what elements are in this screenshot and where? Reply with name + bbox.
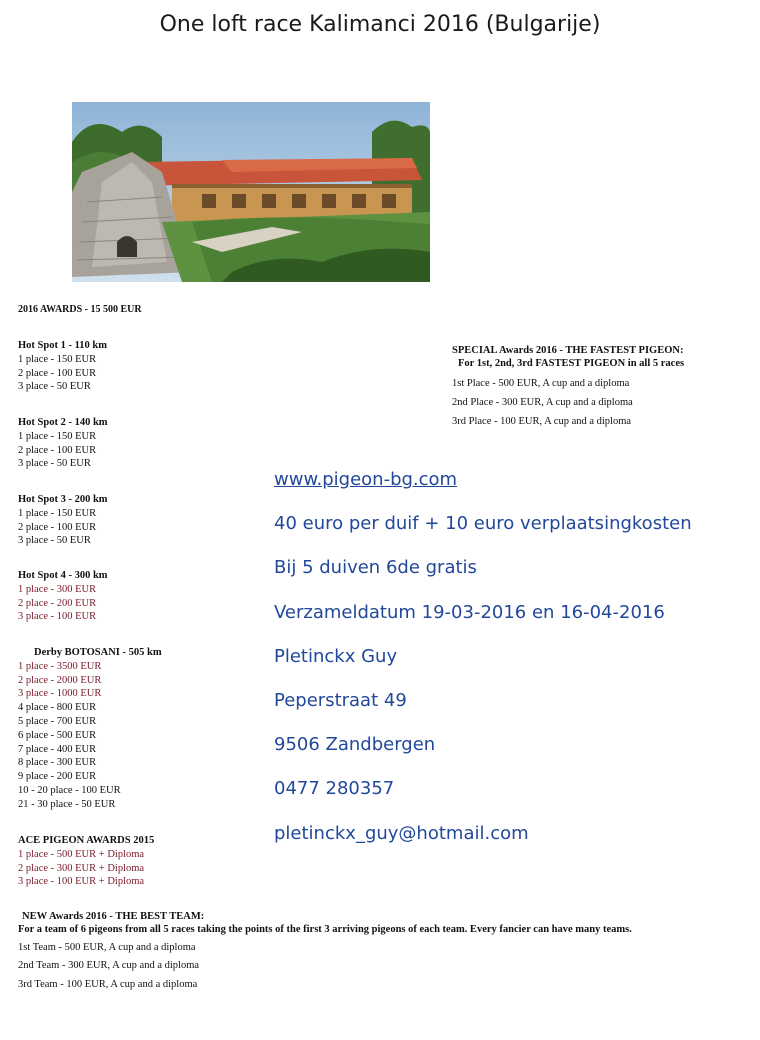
derby-line: 4 place - 800 EUR [18,702,97,714]
special-subheading: For 1st, 2nd, 3rd FASTEST PIGEON in all 5 races [458,358,685,369]
contact-email: pletinckx_guy@hotmail.com [274,822,529,844]
team-heading: NEW Awards 2016 - THE BEST TEAM: [22,911,205,922]
derby-line: 8 place - 300 EUR [18,757,97,769]
price-text: 40 euro per duif + 10 euro verplaatsingkosten [274,513,692,535]
contact-name: Pletinckx Guy [274,645,398,667]
derby-line: 9 place - 200 EUR [18,771,97,783]
derby-heading: Derby BOTOSANI - 505 km [34,647,162,658]
hot-spot-4-heading: Hot Spot 4 - 300 km [18,570,108,581]
special-heading: SPECIAL Awards 2016 - THE FASTEST PIGEON: [452,345,684,356]
hot-spot-4-block [18,569,108,624]
offer-text: Bij 5 duiven 6de gratis [274,557,477,579]
hot-spot-2-line: 3 place - 50 EUR [18,458,91,470]
team-line: 2nd Team - 300 EUR, A cup and a diploma [18,960,200,971]
special-line: 2nd Place - 300 EUR, A cup and a diploma [452,397,633,408]
team-line: 3rd Team - 100 EUR, A cup and a diploma [18,978,198,990]
hot-spot-1-line: 3 place - 50 EUR [18,381,91,393]
derby-line: 5 place - 700 EUR [18,715,97,727]
derby-line: 7 place - 400 EUR [18,743,97,755]
hot-spot-4-line: 1 place - 300 EUR [18,583,97,595]
best-team-block [18,910,718,994]
derby-line: 1 place - 3500 EUR [18,660,102,672]
derby-line: 21 - 30 place - 50 EUR [18,798,116,810]
special-line: 1st Place - 500 EUR, A cup and a diploma [452,378,630,389]
derby-block [18,646,162,812]
hot-spot-4-line: 2 place - 200 EUR [18,597,97,609]
contact-city: 9506 Zandbergen [274,734,436,756]
hot-spot-3-line: 2 place - 100 EUR [18,521,97,533]
hot-spot-1-line: 2 place - 100 EUR [18,367,97,379]
hot-spot-3-line: 1 place - 150 EUR [18,507,97,519]
ace-line: 3 place - 100 EUR + Diploma [18,876,145,888]
hot-spot-1-heading: Hot Spot 1 - 110 km [18,340,107,351]
contact-street: Peperstraat 49 [274,689,407,711]
ace-block [18,834,154,889]
website-link[interactable]: www.pigeon-bg.com [274,469,458,490]
contact-block [274,466,692,864]
hot-spot-2-heading: Hot Spot 2 - 140 km [18,417,108,428]
contact-phone: 0477 280357 [274,778,395,800]
page-title: One loft race Kalimanci 2016 (Bulgarije) [159,12,601,37]
derby-line: 10 - 20 place - 100 EUR [18,784,121,796]
hot-spot-2-line: 2 place - 100 EUR [18,444,97,456]
derby-line: 3 place - 1000 EUR [18,688,102,700]
team-line: 1st Team - 500 EUR, A cup and a diploma [18,941,196,953]
special-awards-block [452,344,684,431]
loft-photo [72,102,430,282]
derby-line: 2 place - 2000 EUR [18,674,102,686]
derby-line: 6 place - 500 EUR [18,729,97,741]
ace-heading: ACE PIGEON AWARDS 2015 [18,835,155,846]
hot-spot-2-line: 1 place - 150 EUR [18,430,97,442]
hot-spot-2-block [18,416,108,471]
awards-header: 2016 AWARDS - 15 500 EUR [18,304,142,315]
hot-spot-1-line: 1 place - 150 EUR [18,353,97,365]
hot-spot-3-heading: Hot Spot 3 - 200 km [18,494,108,505]
hot-spot-3-block [18,493,108,548]
ace-line: 1 place - 500 EUR + Diploma [18,848,145,860]
ace-line: 2 place - 300 EUR + Diploma [18,862,145,874]
hot-spot-4-line: 3 place - 100 EUR [18,611,97,623]
team-description: For a team of 6 pigeons from all 5 races taking the points of the first 3 arriving pigeons of each team. Every fancier can have many teams. [18,924,632,935]
dates-text: Verzameldatum 19-03-2016 en 16-04-2016 [274,601,665,623]
hot-spot-3-line: 3 place - 50 EUR [18,535,91,547]
hot-spot-1-block [18,339,107,394]
special-line: 3rd Place - 100 EUR, A cup and a diploma [452,416,632,427]
